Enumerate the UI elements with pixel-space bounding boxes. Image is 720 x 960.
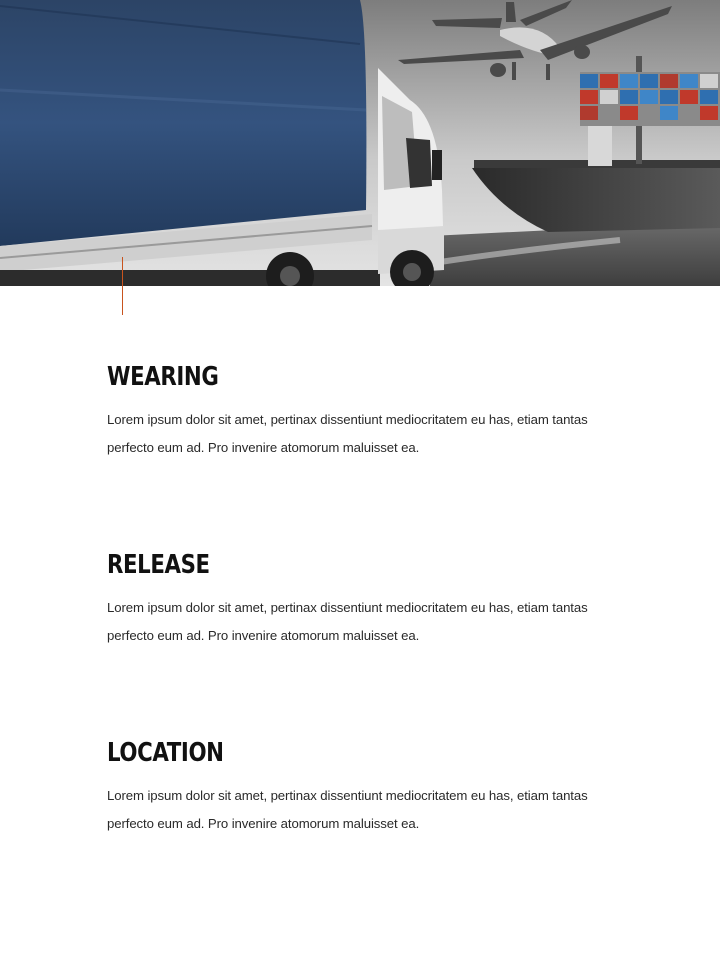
section-release bbox=[107, 550, 627, 650]
logistics-photo bbox=[0, 0, 720, 286]
section-title: WEARING bbox=[107, 362, 219, 392]
hero-image bbox=[0, 0, 720, 286]
section-title: RELEASE bbox=[107, 550, 210, 580]
section-text: Lorem ipsum dolor sit amet, pertinax dissentiunt mediocritatem eu has, etiam tantas perfecto eum ad. Pro invenire atomorum maluisset ea. bbox=[107, 412, 588, 455]
section-text: Lorem ipsum dolor sit amet, pertinax dissentiunt mediocritatem eu has, etiam tantas perfecto eum ad. Pro invenire atomorum maluisset ea. bbox=[107, 788, 588, 831]
accent-line bbox=[122, 257, 123, 315]
section-location bbox=[107, 738, 627, 838]
section-title: LOCATION bbox=[107, 738, 224, 768]
section-text: Lorem ipsum dolor sit amet, pertinax dissentiunt mediocritatem eu has, etiam tantas perfecto eum ad. Pro invenire atomorum maluisset ea. bbox=[107, 600, 588, 643]
section-wearing bbox=[107, 362, 627, 462]
